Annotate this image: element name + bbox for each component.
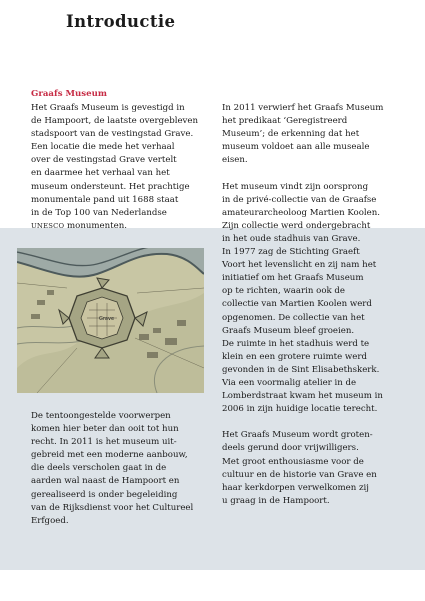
text-line: Erfgoed. bbox=[31, 515, 69, 526]
text-line: u graag in de Hampoort. bbox=[222, 495, 330, 506]
page-title: Introductie bbox=[66, 12, 176, 31]
text-line: 2006 in zijn huidige locatie terecht. bbox=[222, 404, 378, 415]
text-line: museum voldoet aan alle museale bbox=[222, 142, 370, 153]
text-line: gebreid met een moderne aanbouw, bbox=[31, 450, 188, 461]
text-line: in de Top 100 van Nederlandse bbox=[31, 207, 167, 218]
text-line: haar kerkdorpen verwelkomen zij bbox=[222, 482, 369, 493]
text-line: In 2011 verwierf het Graafs Museum bbox=[222, 103, 384, 113]
text-line: De ruimte in het stadhuis werd te bbox=[222, 338, 370, 349]
text-line: gerealiseerd is onder begeleiding bbox=[31, 489, 178, 500]
text-line: Het Graafs Museum is gevestigd in bbox=[31, 103, 185, 113]
text-line: museum ondersteunt. Het prachtige bbox=[31, 181, 190, 192]
text-line: Met groot enthousiasme voor de bbox=[222, 456, 364, 467]
text-line: Een locatie die mede het verhaal bbox=[31, 142, 175, 153]
intro-text-column-left-bottom bbox=[31, 410, 193, 528]
text-line: amateurarcheoloog Martien Koolen. bbox=[222, 207, 380, 218]
text-line: van de Rijksdienst voor het Cultureel bbox=[31, 502, 194, 513]
text-line: aarden wal naast de Hampoort en bbox=[31, 476, 180, 487]
paragraph-gap bbox=[222, 167, 383, 180]
historic-map-image bbox=[17, 248, 204, 393]
text-line: komen hier beter dan ooit tot hun bbox=[31, 424, 179, 435]
text-line: In 1977 zag de Stichting Graeft bbox=[222, 247, 360, 258]
intro-text-column-right bbox=[222, 102, 383, 508]
text-line: Voort het levenslicht en zij nam het bbox=[222, 260, 377, 271]
text-line: eisen. bbox=[222, 155, 248, 166]
text-line: initiatief om het Graafs Museum bbox=[222, 273, 364, 284]
text-line: het predikaat ‘Geregistreerd bbox=[222, 116, 348, 127]
text-line: monumentale pand uit 1688 staat bbox=[31, 194, 179, 205]
text-line: klein en een grotere ruimte werd bbox=[222, 351, 367, 362]
text-line: recht. In 2011 is het museum uit- bbox=[31, 437, 177, 448]
text-line: stadspoort van de vestingstad Grave. bbox=[31, 129, 194, 140]
text-line: in het oude stadhuis van Grave. bbox=[222, 233, 361, 244]
map-town-label: Grave bbox=[99, 316, 115, 322]
paragraph-gap bbox=[222, 416, 383, 429]
text-line: Zijn collectie werd ondergebracht bbox=[222, 220, 371, 231]
text-line: opgenomen. De collectie van het bbox=[222, 312, 365, 323]
section-heading: Graafs Museum bbox=[31, 89, 107, 99]
text-line: Graafs Museum bleef groeien. bbox=[222, 325, 355, 336]
text-line: gevonden in de Sint Elisabethskerk. bbox=[222, 364, 380, 375]
text-line: de Hampoort, de laatste overgebleven bbox=[31, 116, 199, 127]
text-line: Lomberdstraat kwam het museum in bbox=[222, 391, 383, 402]
text-line: in de privé-collectie van de Graafse bbox=[222, 194, 377, 205]
unesco-smallcaps: UNESCO bbox=[31, 221, 65, 230]
text-line: collectie van Martien Koolen werd bbox=[222, 299, 372, 310]
text-line: cultuur en de historie van Grave en bbox=[222, 469, 377, 480]
text-line: Via een voormalig atelier in de bbox=[222, 377, 357, 388]
text-line-rest: monumenten. bbox=[64, 220, 127, 231]
text-line: De tentoongestelde voorwerpen bbox=[31, 411, 171, 421]
text-line-last bbox=[31, 220, 198, 233]
text-line: deels gerund door vrijwilligers. bbox=[222, 443, 359, 454]
text-line: Het museum vindt zijn oorsprong bbox=[222, 181, 369, 192]
text-line: en daarmee het verhaal van het bbox=[31, 168, 170, 179]
text-line: Museum’; de erkenning dat het bbox=[222, 129, 360, 140]
text-line: op te richten, waarin ook de bbox=[222, 286, 346, 297]
text-line: die deels verscholen gaat in de bbox=[31, 463, 167, 474]
intro-text-column-left-top bbox=[31, 102, 198, 233]
text-line: Het Graafs Museum wordt groten- bbox=[222, 430, 373, 441]
text-line: over de vestingstad Grave vertelt bbox=[31, 155, 177, 166]
